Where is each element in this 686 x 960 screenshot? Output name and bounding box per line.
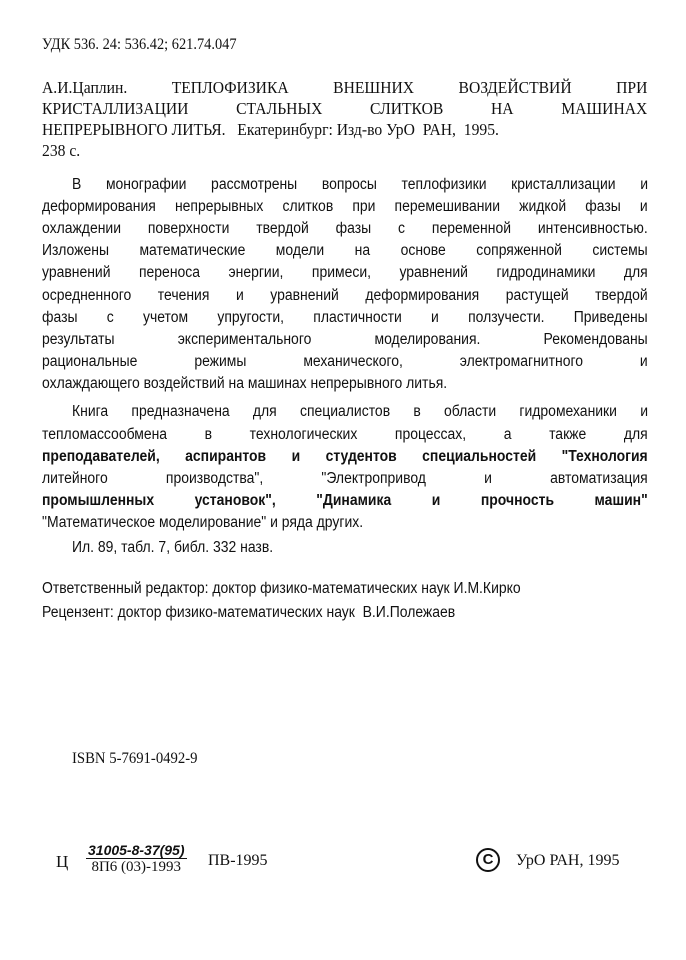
text-line: В монографии рассмотрены вопросы теплофизики кристаллизации и <box>72 176 648 193</box>
illustration-stats: Ил. 89, табл. 7, библ. 332 назв. <box>72 539 274 556</box>
citation-line: А.И.Цаплин. ТЕПЛОФИЗИКА ВНЕШНИХ ВОЗДЕЙСТВИЙ ПРИ <box>42 78 648 97</box>
text-line: осредненного течения и уравнений деформирования растущей твердой <box>42 287 648 304</box>
text-line: рациональные режимы механического, электромагнитного и <box>42 353 648 370</box>
text-line: промышленных установок", "Динамика и прочность машин" <box>42 492 648 509</box>
text-line: охлаждении поверхности твердой фазы с переменной интенсивностью. <box>42 220 648 237</box>
text-line: уравнений переноса энергии, примеси, уравнений гидродинамики для <box>42 264 648 281</box>
text-line: фазы с учетом упругости, пластичности и ползучести. Приведены <box>42 309 648 326</box>
text-line: преподавателей, аспирантов и студентов специальностей "Технология <box>42 448 648 465</box>
text-line: охлаждающего воздействий на машинах непрерывного литья. <box>42 375 448 392</box>
copyright-icon: C <box>476 848 500 872</box>
text-line: литейного производства", "Электропривод и автоматизация <box>42 470 648 487</box>
text-line: деформирования непрерывных слитков при перемешивании жидкой фазы и <box>42 198 648 215</box>
text-line: Книга предназначена для специалистов в области гидромеханики и <box>72 403 648 420</box>
citation-line: КРИСТАЛЛИЗАЦИИ СТАЛЬНЫХ СЛИТКОВ НА МАШИНАХ <box>42 99 648 118</box>
text-line: "Математическое моделирование" и ряда других. <box>42 514 364 531</box>
citation-line: 238 с. <box>42 141 81 160</box>
imprint-fraction <box>86 842 187 876</box>
reviewer: Рецензент: доктор физико-математических наук В.И.Полежаев <box>42 604 456 621</box>
isbn: ISBN 5-7691-0492-9 <box>72 750 198 767</box>
responsible-editor: Ответственный редактор: доктор физико-математических наук И.М.Кирко <box>42 580 521 597</box>
udk-code: УДК 536. 24: 536.42; 621.74.047 <box>42 36 237 53</box>
imprint-denominator: 8П6 (03)-1993 <box>91 859 182 875</box>
text-line: Изложены математические модели на основе сопряженной системы <box>42 242 648 259</box>
imprint-suffix: ПВ-1995 <box>208 852 268 869</box>
text-line: результаты экспериментального моделирования. Рекомендованы <box>42 331 648 348</box>
imprint-prefix: Ц <box>56 852 69 871</box>
text-line: тепломассообмена в технологических процессах, а также для <box>42 426 648 443</box>
copyright-holder: УрО РАН, 1995 <box>516 852 620 869</box>
imprint-numerator: 31005-8-37(95) <box>88 842 185 858</box>
citation-line: НЕПРЕРЫВНОГО ЛИТЬЯ. Екатеринбург: Изд-во УрО РАН, 1995. <box>42 120 499 139</box>
